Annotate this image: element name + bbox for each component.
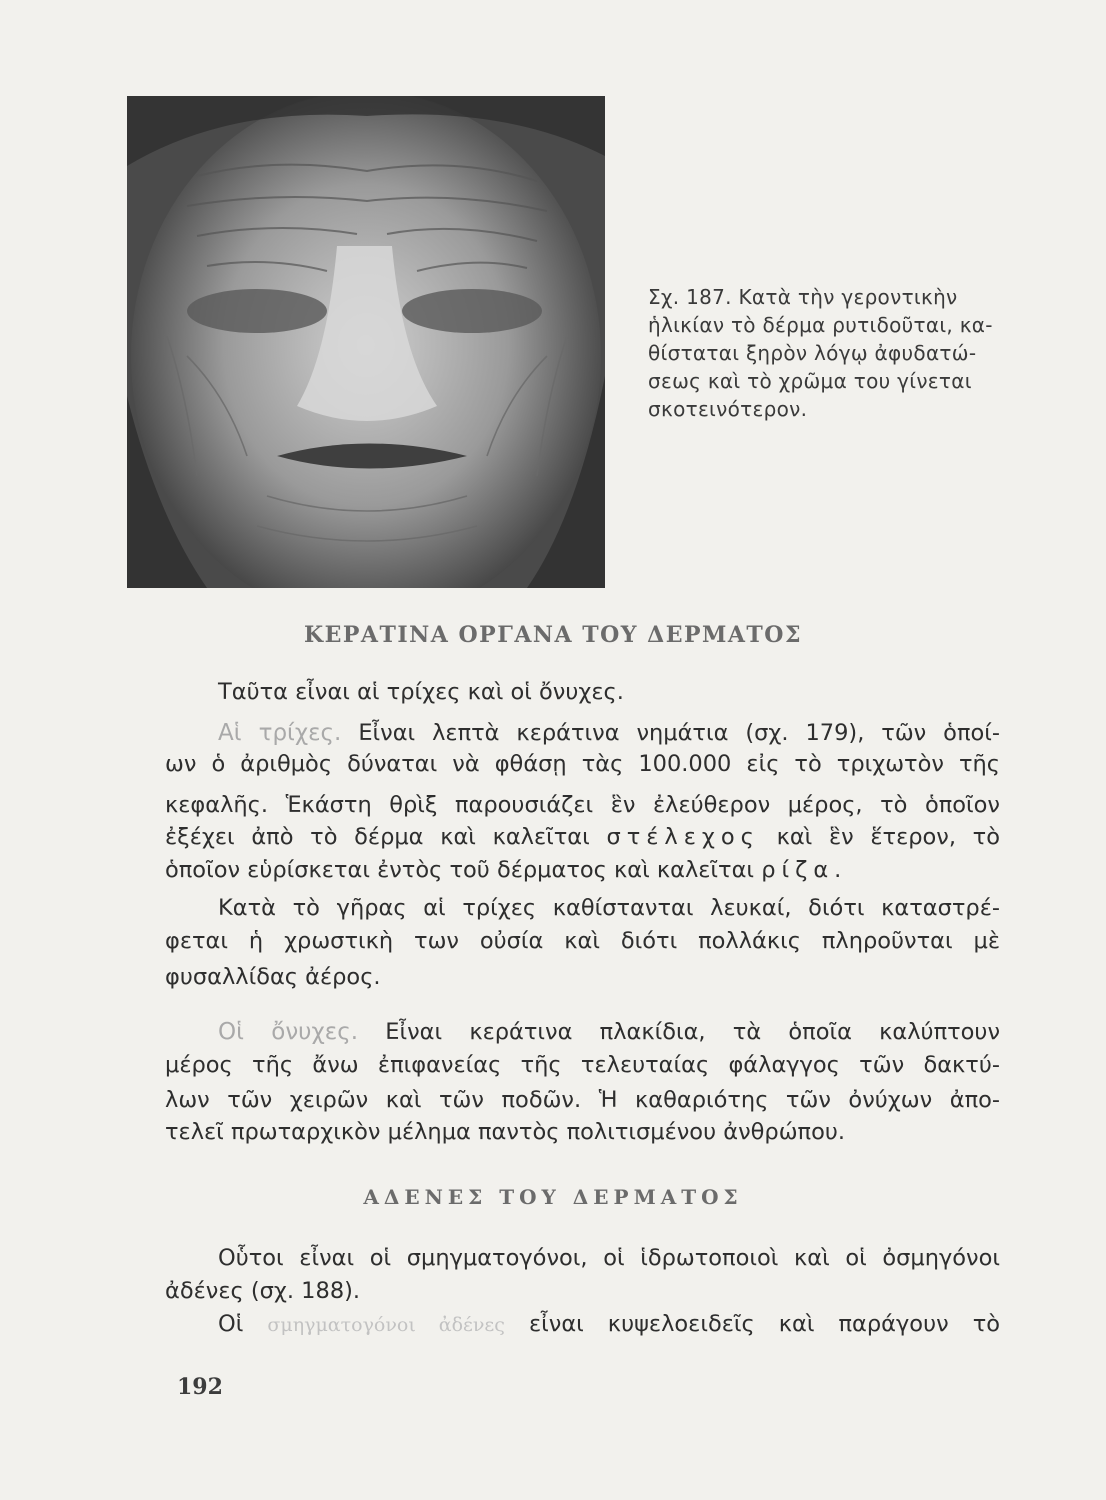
caption-line: ἡλικίαν τὸ δέρμα ρυτιδοῦται, κα- — [648, 313, 993, 337]
term-sebaceous-glands: σμηγματογόνοι ἀδένες — [267, 1314, 505, 1336]
paragraph-line: Κατὰ τὸ γῆρας αἱ τρίχες καθίστανται λευκαί, διότι καταστρέ- — [218, 895, 1000, 921]
caption-line: σκοτεινότερον. — [648, 397, 808, 421]
caption-line: θίσταται ξηρὸν λόγῳ ἀφυδατώ- — [648, 341, 977, 365]
paragraph-line: φυσαλλίδας ἀέρος. — [165, 964, 381, 990]
paragraph-line — [165, 822, 1000, 852]
paragraph-line — [218, 718, 1000, 748]
section-heading-skin-glands: ΑΔΕΝΕΣ ΤΟΥ ΔΕΡΜΑΤΟΣ — [363, 1185, 743, 1209]
paragraph-line: μέρος τῆς ἄνω ἐπιφανείας τῆς τελευταίας φάλαγγος τῶν δακτύ- — [165, 1052, 1000, 1078]
caption-line: Σχ. 187. Κατὰ τὴν γεροντικὴν — [648, 285, 958, 309]
page-number: 192 — [177, 1374, 223, 1400]
term-root: ρίζα. — [761, 857, 848, 883]
paragraph-line: ων ὁ ἀριθμὸς δύναται νὰ φθάσῃ τὰς 100.000 εἰς τὸ τριχωτὸν τῆς — [165, 751, 1000, 777]
text-run: ὁποῖον εὑρίσκεται ἐντὸς τοῦ δέρματος καὶ καλεῖται — [165, 857, 755, 883]
paragraph-line: τελεῖ πρωταρχικὸν μέλημα παντὸς πολιτισμένου ἀνθρώπου. — [165, 1119, 846, 1145]
paragraph-line: Ταῦτα εἶναι αἱ τρίχες καὶ οἱ ὄνυχες. — [218, 679, 624, 705]
text-run: καὶ ἓν ἕτερον, τὸ — [776, 824, 1000, 850]
section-heading-keratin-organs: ΚΕΡΑΤΙΝΑ ΟΡΓΑΝΑ ΤΟΥ ΔΕΡΜΑΤΟΣ — [303, 622, 803, 648]
paragraph-line: Οὗτοι εἶναι οἱ σμηγματογόνοι, οἱ ἱδρωτοποιοὶ καὶ οἱ ὀσμηγόνοι — [218, 1245, 1000, 1271]
paragraph-line: λων τῶν χειρῶν καὶ τῶν ποδῶν. Ἡ καθαριότης τῶν ὀνύχων ἀπο- — [165, 1087, 1000, 1113]
photo-illustration — [127, 96, 605, 588]
paragraph-line — [165, 855, 1000, 885]
paragraph-line: φεται ἡ χρωστικὴ των οὐσία καὶ διότι πολλάκις πληροῦνται μὲ — [165, 928, 1000, 954]
elderly-face-photo — [127, 96, 605, 588]
paragraph-line — [218, 1017, 1000, 1047]
text-run: Εἶναι κεράτινα πλακίδια, τὰ ὁποῖα καλύπτουν — [385, 1019, 1001, 1045]
text-run: Οἱ — [218, 1311, 244, 1337]
hair-subheading: Αἱ τρίχες. — [218, 720, 342, 746]
paragraph-line: ἀδένες (σχ. 188). — [165, 1278, 361, 1304]
text-run: ἐξέχει ἀπὸ τὸ δέρμα καὶ καλεῖται — [165, 824, 590, 850]
paragraph-line: κεφαλῆς. Ἑκάστη θρὶξ παρουσιάζει ἓν ἐλεύθερον μέρος, τὸ ὁποῖον — [165, 792, 1000, 818]
term-stem: στέλεχος — [606, 824, 760, 850]
text-run: εἶναι κυψελοειδεῖς καὶ παράγουν τὸ — [528, 1311, 1001, 1337]
paragraph-line — [218, 1309, 1000, 1340]
caption-line: σεως καὶ τὸ χρῶμα του γίνεται — [648, 369, 972, 393]
text-run: Εἶναι λεπτὰ κεράτινα νημάτια (σχ. 179), τῶν ὁποί- — [358, 720, 1000, 746]
figure-caption — [648, 283, 1008, 423]
nails-subheading: Οἱ ὄνυχες. — [218, 1019, 359, 1045]
